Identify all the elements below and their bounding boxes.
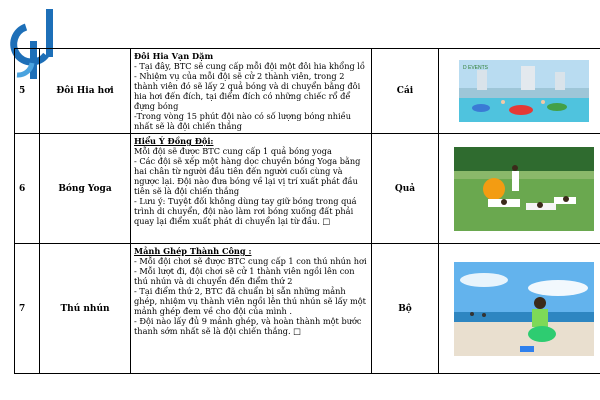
photo-yoga-ball bbox=[454, 147, 594, 231]
svg-text:D EVENTS: D EVENTS bbox=[463, 65, 489, 71]
item-name: Bóng Yoga bbox=[40, 134, 131, 244]
desc-line: - Mỗi đội chơi sẽ được BTC cung cấp 1 con thú nhún hơi bbox=[134, 256, 367, 266]
game-title: Mảnh Ghép Thành Công : bbox=[134, 246, 252, 256]
item-name: Đôi Hia hơi bbox=[40, 49, 131, 134]
photo-bouncy-animal bbox=[454, 262, 594, 356]
item-unit: Quả bbox=[372, 134, 439, 244]
table-row bbox=[15, 244, 600, 374]
desc-line: Mỗi đội sẽ được BTC cung cấp 1 quả bóng yoga bbox=[134, 146, 332, 156]
desc-line: - Tại điểm thứ 2, BTC đã chuẩn bị sẵn những mảnh ghép, nhiệm vụ thành viên ngồi lên thú nhún sẽ lấy một mảnh ghép đem về cho đội của mình . bbox=[134, 286, 366, 316]
item-description bbox=[131, 134, 372, 244]
row-number: 7 bbox=[15, 244, 40, 374]
game-title: Hiểu Ý Đồng Đội: bbox=[134, 136, 214, 146]
desc-line: - Đội nào lấy đủ 9 mảnh ghép, và hoàn thành một bước thanh sớm nhất sẽ là đội chiến thắng. □ bbox=[134, 316, 362, 336]
table-row bbox=[15, 134, 600, 244]
item-description bbox=[131, 244, 372, 374]
photo-pool-hia bbox=[459, 60, 589, 122]
row-number: 6 bbox=[15, 134, 40, 244]
item-description bbox=[131, 49, 372, 134]
desc-line: - Lưu ý: Tuyệt đối không dùng tay giữ bóng trong quá trình di chuyển, đội nào làm rơi bóng xuống đất phải quay lại điểm xuất phát di chuyển lại từ đầu. □ bbox=[134, 196, 357, 226]
desc-line: - Mỗi lượt đi, đội chơi sẽ cử 1 thành viên ngồi lên con thú nhún và di chuyển đến điểm thứ 2 bbox=[134, 266, 355, 286]
table-row bbox=[15, 49, 600, 134]
item-unit: Bộ bbox=[372, 244, 439, 374]
desc-line: - Tại đây, BTC sẽ cung cấp mỗi đội một đôi hia khổng lồ bbox=[134, 61, 365, 71]
game-title: Đôi Hia Vạn Dặm bbox=[134, 51, 214, 61]
row-number: 5 bbox=[15, 49, 40, 134]
desc-line: - Nhiệm vụ của mỗi đội sẽ cử 2 thành viên, trong 2 thành viên đó sẽ lấy 2 quả bóng và di chuyển bằng đôi hia hơi đến đích, tại điểm đích có những chiếc rổ để đựng bóng bbox=[134, 71, 361, 111]
desc-line: - Các đội sẽ xếp một hàng dọc chuyền bóng Yoga bằng hai chân từ người đầu tiên đến người cuối cùng và ngược lại. Đội nào đưa bóng về lại vị trí xuất phát đầu tiên sẽ là đội chiến thắng bbox=[134, 156, 361, 196]
item-unit: Cái bbox=[372, 49, 439, 134]
desc-line: -Trong vòng 15 phút đội nào có số lượng bóng nhiều nhất sẽ là đội chiến thắng bbox=[134, 111, 351, 131]
activity-table bbox=[14, 48, 600, 374]
item-name: Thú nhún bbox=[40, 244, 131, 374]
